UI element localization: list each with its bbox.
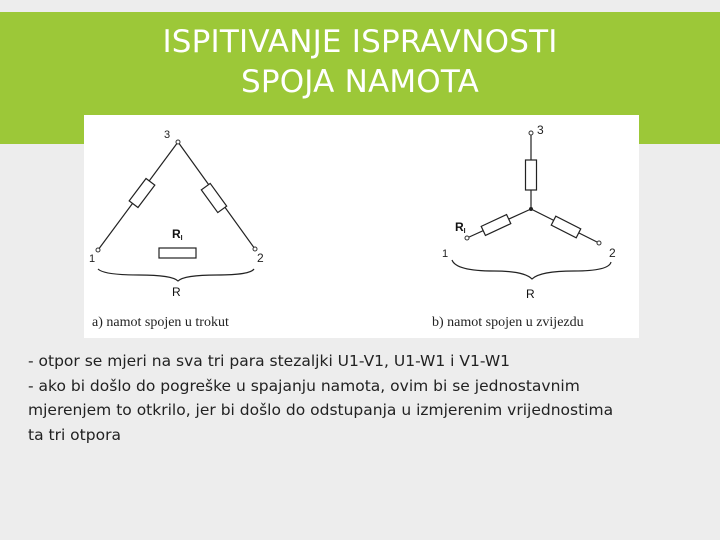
delta-resistor-bottom: [159, 248, 196, 258]
delta-label-r: R: [172, 285, 181, 299]
winding-diagram: [84, 115, 639, 338]
winding-diagram-svg: [84, 115, 639, 338]
star-resistor-right: [551, 216, 580, 238]
star-node-3: [529, 131, 533, 135]
star-resistor-left: [481, 215, 511, 236]
star-label-2: 2: [609, 246, 616, 260]
text-line-1: - otpor se mjeri na sva tri para stezaljki U1-V1, U1-W1 i V1-W1: [28, 352, 511, 370]
delta-node-3: [176, 140, 180, 144]
slide-title: [60, 22, 660, 102]
text-line-4: ta tri otpora: [28, 425, 121, 444]
delta-label-3: 3: [164, 129, 171, 141]
star-node-2: [597, 241, 601, 245]
star-brace: [452, 260, 611, 279]
delta-node-1: [96, 248, 100, 252]
text-line-2: - ako bi došlo do pogreške u spajanju namota, ovim bi se jednostavnim: [28, 376, 580, 395]
star-label-3: 3: [537, 123, 544, 137]
delta-resistor-right: [201, 183, 226, 212]
star-resistor-top: [526, 160, 537, 190]
star-label-r-inner: RI: [455, 220, 466, 235]
delta-connection: [98, 142, 255, 281]
delta-brace: [98, 269, 254, 281]
star-node-1: [465, 236, 469, 240]
star-caption: b) namot spojen u zvijezdu: [432, 315, 584, 330]
star-label-r: R: [526, 287, 535, 301]
star-label-1: 1: [442, 248, 449, 260]
delta-label-2: 2: [257, 251, 264, 265]
delta-label-1: 1: [89, 253, 96, 265]
star-center-node: [529, 207, 533, 211]
delta-caption: a) namot spojen u trokut: [92, 315, 229, 330]
star-connection: [452, 133, 611, 279]
body-text: [28, 349, 698, 447]
title-line-1: ISPITIVANJE ISPRAVNOSTI: [162, 24, 558, 60]
title-line-2: SPOJA NAMOTA: [240, 64, 480, 100]
text-line-3: mjerenjem to otkrilo, jer bi došlo do odstupanja u izmjerenim vrijednostima: [28, 401, 614, 419]
delta-label-r-inner: RI: [172, 227, 183, 242]
delta-resistor-left: [129, 179, 155, 208]
